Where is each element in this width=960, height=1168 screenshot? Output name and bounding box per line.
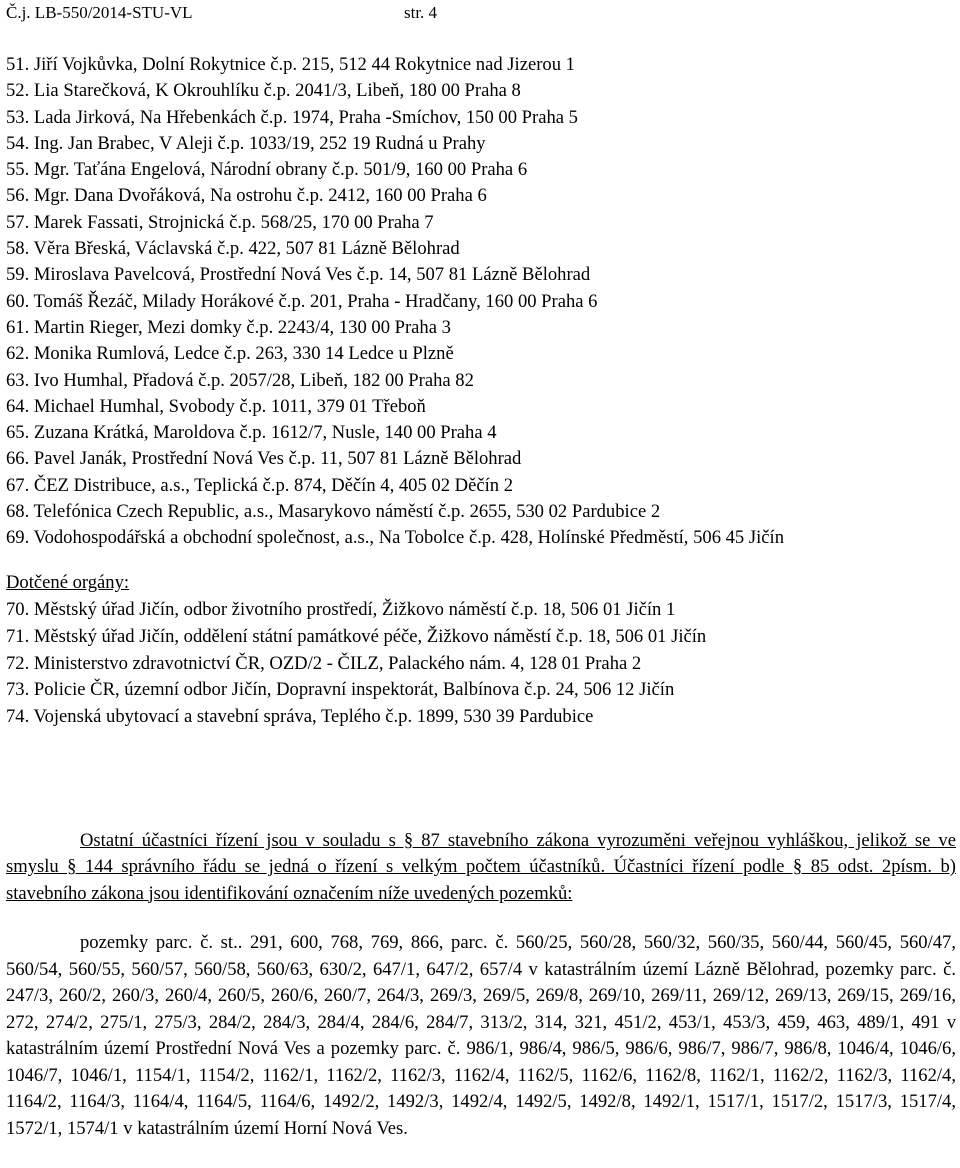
list-item: 52. Lia Starečková, K Okrouhlíku č.p. 2041/3, Libeň, 180 00 Praha 8 [6, 80, 521, 102]
list-item: 63. Ivo Humhal, Přadová č.p. 2057/28, Libeň, 182 00 Praha 82 [6, 369, 474, 391]
list-item: 67. ČEZ Distribuce, a.s., Teplická č.p. 874, Děčín 4, 405 02 Děčín 2 [6, 474, 513, 496]
parcels-paragraph: pozemky parc. č. st.. 291, 600, 768, 769, 866, parc. č. 560/25, 560/28, 560/32, 560/35, 560/44, 560/45, 560/47, 560/54, 560/55, 560/57, 560/58, 560/63, 630/2, 647/1, 647/2, 657/4 v katastrálním území Lázně Bělohrad, pozemky parc. č. 247/3, 260/2, 260/3, 260/4, 260/5, 260/6, 260/7, 264/3, 269/3, 269/5, 269/8, 269/10, 269/11, 269/12, 269/13, 269/15, 269/16, 272, 274/2, 275/1, 275/3, 284/2, 284/3, 284/4, 284/6, 284/7, 313/2, 314, 321, 451/2, 453/1, 453/3, 459, 463, 489/1, 491 v katastrálním území Prostřední Nová Ves a pozemky parc. č. 986/1, 986/4, 986/5, 986/6, 986/7, 986/7, 986/8, 1046/4, 1046/6, 1046/7, 1046/1, 1154/1, 1154/2, 1162/1, 1162/2, 1162/3, 1162/4, 1162/5, 1162/6, 1162/8, 1162/1, 1162/2, 1162/3, 1162/4, 1164/2, 1164/3, 1164/4, 1164/5, 1164/6, 1492/2, 1492/3, 1492/4, 1492/5, 1492/8, 1492/1, 1517/1, 1517/2, 1517/3, 1517/4, 1572/1, 1574/1 v katastrálním území Horní Nová Ves. [6, 932, 956, 1139]
participants-list [6, 52, 956, 552]
organs-heading: Dotčené orgány: [6, 572, 130, 593]
list-item: 61. Martin Rieger, Mezi domky č.p. 2243/4, 130 00 Praha 3 [6, 316, 451, 338]
organs-list [6, 597, 956, 731]
list-item: 71. Městský úřad Jičín, oddělení státní památkové péče, Žižkovo náměstí č.p. 18, 506 01 Jičín [6, 625, 707, 647]
list-item: 60. Tomáš Řezáč, Milady Horákové č.p. 201, Praha - Hradčany, 160 00 Praha 6 [6, 290, 598, 312]
notice-paragraph: Ostatní účastníci řízení jsou v souladu s § 87 stavebního zákona vyrozuměni veřejnou vyhláškou, jelikož se ve smyslu § 144 správního řádu se jedná o řízení s velkým počtem účastníků. Účastníci řízení podle § 85 odst. 2písm. b) stavebního zákona jsou identifikování označením níže uvedených pozemků: [6, 830, 956, 904]
list-item: 62. Monika Rumlová, Ledce č.p. 263, 330 14 Ledce u Plzně [6, 343, 454, 365]
list-item: 72. Ministerstvo zdravotnictví ČR, OZD/2 - ČILZ, Palackého nám. 4, 128 01 Praha 2 [6, 652, 642, 674]
list-item: 73. Policie ČR, územní odbor Jičín, Dopravní inspektorát, Balbínova č.p. 24, 506 12 Jičín [6, 679, 675, 701]
page-number: str. 4 [404, 3, 438, 22]
list-item: 57. Marek Fassati, Strojnická č.p. 568/25, 170 00 Praha 7 [6, 211, 434, 233]
document-reference: Č.j. LB-550/2014-STU-VL [6, 3, 193, 22]
list-item: 59. Miroslava Pavelcová, Prostřední Nová Ves č.p. 14, 507 81 Lázně Bělohrad [6, 264, 591, 286]
list-item: 51. Jiří Vojkůvka, Dolní Rokytnice č.p. 215, 512 44 Rokytnice nad Jizerou 1 [6, 54, 575, 75]
list-item: 68. Telefónica Czech Republic, a.s., Masarykovo náměstí č.p. 2655, 530 02 Pardubice 2 [6, 501, 661, 523]
list-item: 54. Ing. Jan Brabec, V Aleji č.p. 1033/19, 252 19 Rudná u Prahy [6, 132, 486, 154]
list-item: 74. Vojenská ubytovací a stavební správa, Teplého č.p. 1899, 530 39 Pardubice [6, 706, 594, 728]
list-item: 65. Zuzana Krátká, Maroldova č.p. 1612/7, Nusle, 140 00 Praha 4 [6, 422, 497, 444]
page-header [6, 2, 438, 24]
list-item: 70. Městský úřad Jičín, odbor životního prostředí, Žižkovo náměstí č.p. 18, 506 01 Jičín 1 [6, 599, 676, 620]
list-item: 66. Pavel Janák, Prostřední Nová Ves č.p. 11, 507 81 Lázně Bělohrad [6, 448, 522, 470]
list-item: 69. Vodohospodářská a obchodní společnost, a.s., Na Tobolce č.p. 428, Holínské Předměstí, 506 45 Jičín [6, 527, 784, 549]
list-item: 55. Mgr. Taťána Engelová, Národní obrany č.p. 501/9, 160 00 Praha 6 [6, 159, 528, 181]
list-item: 64. Michael Humhal, Svobody č.p. 1011, 379 01 Třeboň [6, 395, 426, 417]
list-item: 56. Mgr. Dana Dvořáková, Na ostrohu č.p. 2412, 160 00 Praha 6 [6, 185, 487, 207]
list-item: 53. Lada Jirková, Na Hřebenkách č.p. 1974, Praha -Smíchov, 150 00 Praha 5 [6, 106, 578, 128]
list-item: 58. Věra Břeská, Václavská č.p. 422, 507 81 Lázně Bělohrad [6, 238, 460, 260]
